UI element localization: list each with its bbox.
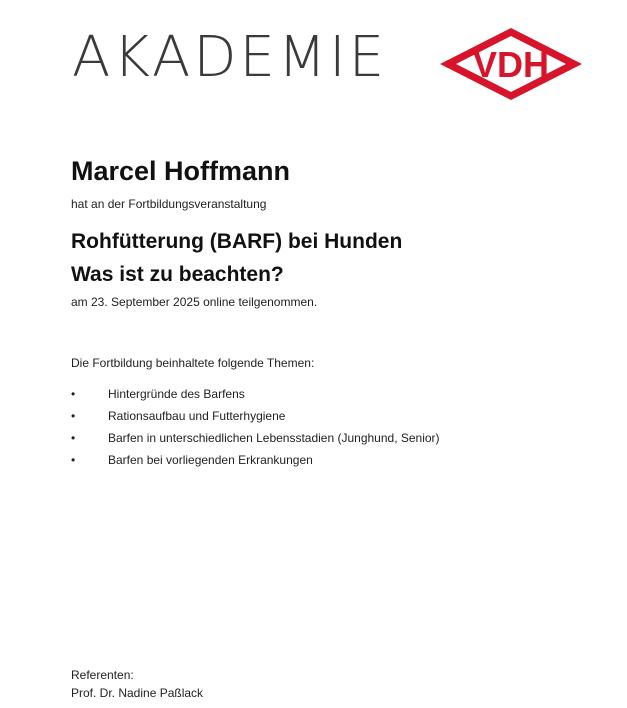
- course-title-line2: Was ist zu beachten?: [71, 263, 284, 286]
- course-date: am 23. September 2025 online teilgenommen.: [71, 295, 318, 309]
- bullet-icon: •: [71, 453, 76, 467]
- logo-text: VDH: [472, 44, 550, 85]
- topic-text: Hintergründe des Barfens: [108, 387, 245, 401]
- topic-text: Rationsaufbau und Futterhygiene: [108, 409, 286, 423]
- participant-name: Marcel Hoffmann: [71, 156, 291, 186]
- topics-intro: Die Fortbildung beinhaltete folgende Themen:: [71, 356, 315, 370]
- vdh-diamond-icon: [438, 26, 584, 102]
- course-title-line1: Rohfütterung (BARF) bei Hunden: [71, 230, 403, 253]
- participation-statement: hat an der Fortbildungsveranstaltung: [71, 197, 267, 211]
- topic-text: Barfen bei vorliegenden Erkrankungen: [108, 453, 313, 467]
- bullet-icon: •: [71, 431, 76, 445]
- referent-name: Prof. Dr. Nadine Paßlack: [71, 686, 204, 700]
- academy-title: AKADEMIE: [72, 25, 388, 90]
- topic-text: Barfen in unterschiedlichen Lebensstadien (Junghund, Senior): [108, 431, 440, 445]
- referents-label: Referenten:: [71, 668, 134, 682]
- bullet-icon: •: [71, 387, 76, 401]
- vdh-logo: [438, 26, 584, 102]
- bullet-icon: •: [71, 409, 76, 423]
